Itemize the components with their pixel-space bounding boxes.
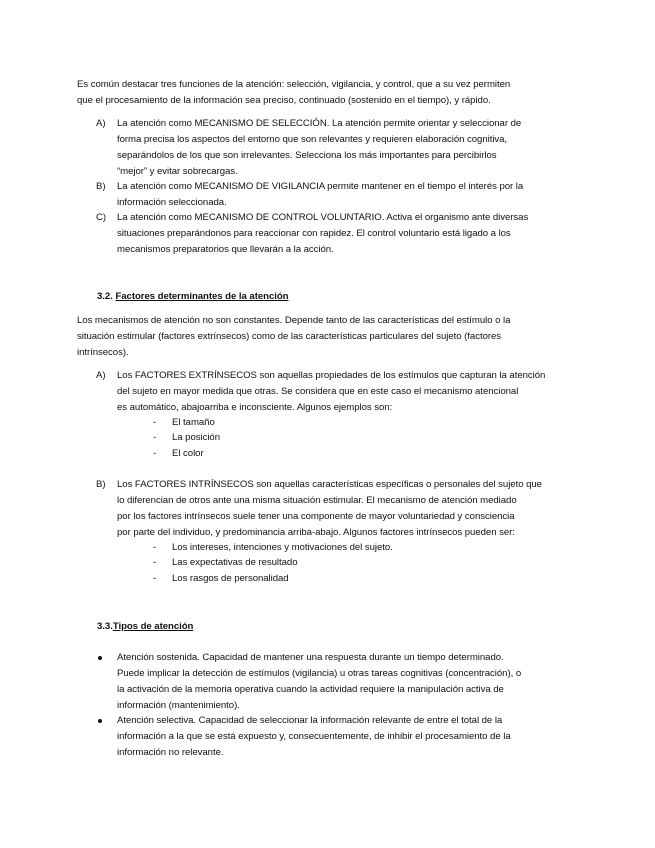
dash-marker: - bbox=[153, 573, 157, 584]
section-intro-line: Los mecanismos de atención no son constantes. Depende tanto de las características del estímulo o la bbox=[77, 315, 511, 326]
section-number: 3.2. bbox=[97, 291, 113, 302]
list-marker-c: C) bbox=[96, 212, 107, 223]
list-marker-a: A) bbox=[96, 118, 106, 129]
sustained-attention-line: Atención sostenida. Capacidad de mantener una respuesta durante un tiempo determinado. bbox=[117, 652, 504, 663]
section-title: Factores determinantes de la atención bbox=[115, 291, 289, 302]
intrinsic-line: por los factores intrínsecos suele tener una componente de mayor voluntariedad y consciencia bbox=[117, 511, 515, 522]
sub-list-item: El tamaño bbox=[172, 417, 215, 428]
sub-list-item: Los rasgos de personalidad bbox=[172, 573, 289, 584]
vigilance-line: información seleccionada. bbox=[117, 197, 227, 208]
section-intro-line: situación estimular (factores extrínsecos) como de las características particulares del sujeto (factores bbox=[77, 331, 502, 342]
selection-line: La atención como MECANISMO DE SELECCIÓN. La atención permite orientar y seleccionar de bbox=[117, 118, 522, 129]
selection-line: forma precisa los aspectos del entorno que son relevantes y requieren elaboración cognitiva, bbox=[117, 134, 508, 145]
sustained-attention-line: información (mantenimiento). bbox=[117, 700, 240, 711]
control-line: mecanismos preparatorios que llevarán a la acción. bbox=[117, 244, 334, 255]
list-marker-a: A) bbox=[96, 370, 106, 381]
list-marker-b: B) bbox=[96, 479, 106, 490]
bullet-icon bbox=[98, 719, 102, 723]
dash-marker: - bbox=[153, 542, 157, 553]
intro-line: Es común destacar tres funciones de la atención: selección, vigilancia, y control, que a su vez permiten bbox=[77, 79, 511, 90]
extrinsic-line: del sujeto en mayor medida que otras. Se considera que en este caso el mecanismo atencional bbox=[117, 386, 519, 397]
list-marker-b: B) bbox=[96, 181, 106, 192]
section-number: 3.3. bbox=[97, 621, 113, 632]
intrinsic-line: Los FACTORES INTRÍNSECOS son aquellas características específicas o personales del sujeto que bbox=[117, 479, 542, 490]
intrinsic-line: lo diferencian de otros ante una misma situación estimular. El mecanismo de atención mediado bbox=[117, 495, 517, 506]
extrinsic-line: Los FACTORES EXTRÍNSECOS son aquellas propiedades de los estímulos que capturan la atención bbox=[117, 370, 546, 381]
selection-line: “mejor” y evitar sobrecargas. bbox=[117, 166, 238, 177]
sub-list-item: El color bbox=[172, 448, 204, 459]
section-heading-3-3 bbox=[97, 621, 193, 633]
selection-line: separándolos de los que son irrelevantes. Selecciona los más importantes para percibirlos bbox=[117, 150, 497, 161]
intrinsic-line: por parte del individuo, y predominancia arriba-abajo. Algunos factores intrínsecos pueden ser: bbox=[117, 527, 515, 538]
sustained-attention-line: Puede implicar la detección de estímulos (vigilancia) u otras tareas cognitivas (concentración), o bbox=[117, 668, 522, 679]
vigilance-line: La atención como MECANISMO DE VIGILANCIA permite mantener en el tiempo el interés por la bbox=[117, 181, 524, 192]
control-line: La atención como MECANISMO DE CONTROL VOLUNTARIO. Activa el organismo ante diversas bbox=[117, 212, 529, 223]
sub-list-item: Los intereses, intenciones y motivaciones del sujeto. bbox=[172, 542, 393, 553]
intro-line: que el procesamiento de la información sea preciso, continuado (sostenido en el tiempo), y rápido. bbox=[77, 95, 491, 106]
selective-attention-line: información a la que se está expuesto y, consecuentemente, de inhibir el procesamiento de la bbox=[117, 731, 511, 742]
sub-list-item: La posición bbox=[172, 432, 220, 443]
bullet-icon bbox=[98, 656, 102, 660]
sub-list-item: Las expectativas de resultado bbox=[172, 557, 298, 568]
dash-marker: - bbox=[153, 417, 157, 428]
dash-marker: - bbox=[153, 557, 157, 568]
section-intro-line: intrínsecos). bbox=[77, 347, 129, 358]
dash-marker: - bbox=[153, 432, 157, 443]
control-line: situaciones preparándonos para reaccionar con rapidez. El control voluntario está ligado a los bbox=[117, 228, 511, 239]
section-title: Tipos de atención bbox=[112, 621, 194, 632]
selective-attention-line: información no relevante. bbox=[117, 747, 224, 758]
selective-attention-line: Atención selectiva. Capacidad de seleccionar la información relevante de entre el total de la bbox=[117, 715, 503, 726]
section-heading-3-2 bbox=[97, 291, 288, 303]
sustained-attention-line: la activación de la memoria operativa cuando la actividad requiere la manipulación activa de bbox=[117, 684, 504, 695]
extrinsic-line: es automático, abajoarriba e inconsciente. Algunos ejemplos son: bbox=[117, 402, 393, 413]
dash-marker: - bbox=[153, 448, 157, 459]
